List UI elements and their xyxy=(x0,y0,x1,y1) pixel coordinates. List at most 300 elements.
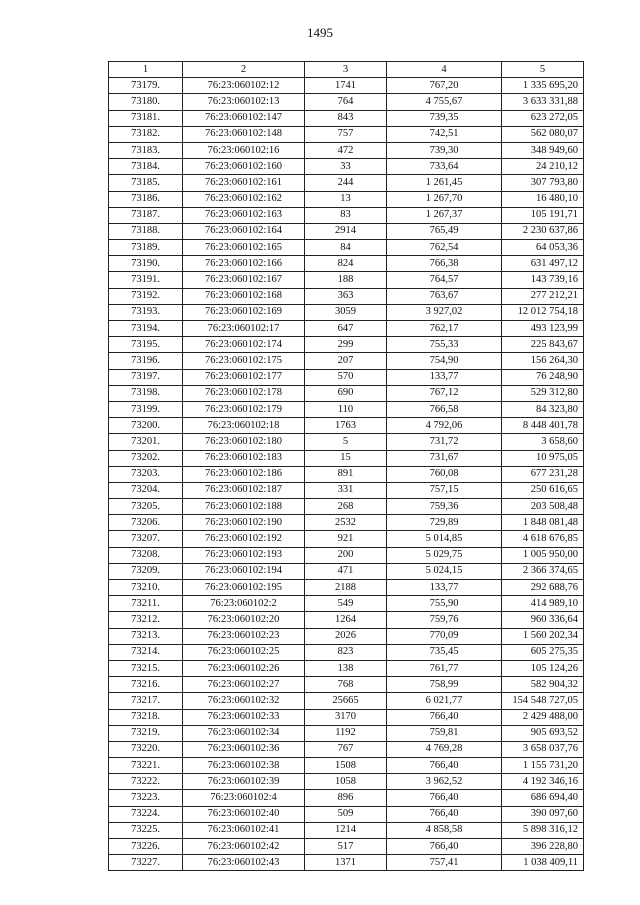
row-number-cell: 73188. xyxy=(109,223,183,239)
area-cell: 188 xyxy=(305,272,387,288)
cadastral-number-cell: 76:23:060102:183 xyxy=(183,450,305,466)
table-row xyxy=(109,142,584,158)
value-cell: 292 688,76 xyxy=(502,580,584,596)
unit-price-cell: 742,51 xyxy=(387,126,502,142)
area-cell: 2026 xyxy=(305,628,387,644)
area-cell: 268 xyxy=(305,499,387,515)
area-cell: 767 xyxy=(305,741,387,757)
row-number-cell: 73198. xyxy=(109,385,183,401)
row-number-cell: 73186. xyxy=(109,191,183,207)
cadastral-number-cell: 76:23:060102:36 xyxy=(183,741,305,757)
table-row xyxy=(109,418,584,434)
unit-price-cell: 3 927,02 xyxy=(387,304,502,320)
area-cell: 84 xyxy=(305,240,387,256)
row-number-cell: 73204. xyxy=(109,482,183,498)
row-number-cell: 73221. xyxy=(109,758,183,774)
table-row xyxy=(109,256,584,272)
cadastral-number-cell: 76:23:060102:34 xyxy=(183,725,305,741)
row-number-cell: 73212. xyxy=(109,612,183,628)
cadastral-number-cell: 76:23:060102:194 xyxy=(183,563,305,579)
area-cell: 83 xyxy=(305,207,387,223)
unit-price-cell: 133,77 xyxy=(387,580,502,596)
row-number-cell: 73184. xyxy=(109,159,183,175)
row-number-cell: 73189. xyxy=(109,240,183,256)
unit-price-cell: 6 021,77 xyxy=(387,693,502,709)
area-cell: 823 xyxy=(305,644,387,660)
row-number-cell: 73185. xyxy=(109,175,183,191)
value-cell: 960 336,64 xyxy=(502,612,584,628)
table-row xyxy=(109,159,584,175)
value-cell: 1 848 081,48 xyxy=(502,515,584,531)
cadastral-number-cell: 76:23:060102:42 xyxy=(183,839,305,855)
table-row xyxy=(109,822,584,838)
cadastral-number-cell: 76:23:060102:38 xyxy=(183,758,305,774)
value-cell: 529 312,80 xyxy=(502,385,584,401)
area-cell: 757 xyxy=(305,126,387,142)
column-header: 2 xyxy=(183,62,305,78)
table-row xyxy=(109,126,584,142)
value-cell: 277 212,21 xyxy=(502,288,584,304)
cadastral-number-cell: 76:23:060102:147 xyxy=(183,110,305,126)
column-header: 1 xyxy=(109,62,183,78)
cadastral-number-cell: 76:23:060102:168 xyxy=(183,288,305,304)
page-number: 1495 xyxy=(307,25,333,40)
area-cell: 1741 xyxy=(305,78,387,94)
value-cell: 396 228,80 xyxy=(502,839,584,855)
value-cell: 76 248,90 xyxy=(502,369,584,385)
unit-price-cell: 729,89 xyxy=(387,515,502,531)
table-row xyxy=(109,321,584,337)
unit-price-cell: 1 267,70 xyxy=(387,191,502,207)
area-cell: 1763 xyxy=(305,418,387,434)
unit-price-cell: 766,40 xyxy=(387,839,502,855)
table-row xyxy=(109,288,584,304)
row-number-cell: 73206. xyxy=(109,515,183,531)
cadastral-number-cell: 76:23:060102:13 xyxy=(183,94,305,110)
table-row xyxy=(109,709,584,725)
table-row xyxy=(109,466,584,482)
cadastral-number-cell: 76:23:060102:16 xyxy=(183,142,305,158)
cadastral-number-cell: 76:23:060102:188 xyxy=(183,499,305,515)
area-cell: 921 xyxy=(305,531,387,547)
row-number-cell: 73203. xyxy=(109,466,183,482)
row-number-cell: 73215. xyxy=(109,660,183,676)
cadastral-number-cell: 76:23:060102:2 xyxy=(183,596,305,612)
area-cell: 138 xyxy=(305,660,387,676)
row-number-cell: 73226. xyxy=(109,839,183,855)
table-row xyxy=(109,337,584,353)
table-row xyxy=(109,385,584,401)
cadastral-number-cell: 76:23:060102:26 xyxy=(183,660,305,676)
row-number-cell: 73181. xyxy=(109,110,183,126)
table-row xyxy=(109,563,584,579)
row-number-cell: 73199. xyxy=(109,401,183,417)
table-row xyxy=(109,677,584,693)
table-row xyxy=(109,94,584,110)
value-cell: 2 366 374,65 xyxy=(502,563,584,579)
row-number-cell: 73190. xyxy=(109,256,183,272)
value-cell: 2 429 488,00 xyxy=(502,709,584,725)
cadastral-number-cell: 76:23:060102:169 xyxy=(183,304,305,320)
value-cell: 1 155 731,20 xyxy=(502,758,584,774)
unit-price-cell: 761,77 xyxy=(387,660,502,676)
cadastral-number-cell: 76:23:060102:40 xyxy=(183,806,305,822)
area-cell: 549 xyxy=(305,596,387,612)
value-cell: 12 012 754,18 xyxy=(502,304,584,320)
row-number-cell: 73211. xyxy=(109,596,183,612)
value-cell: 5 898 316,12 xyxy=(502,822,584,838)
cadastral-number-cell: 76:23:060102:195 xyxy=(183,580,305,596)
value-cell: 64 053,36 xyxy=(502,240,584,256)
unit-price-cell: 762,17 xyxy=(387,321,502,337)
area-cell: 471 xyxy=(305,563,387,579)
row-number-cell: 73220. xyxy=(109,741,183,757)
cadastral-number-cell: 76:23:060102:33 xyxy=(183,709,305,725)
cadastral-number-cell: 76:23:060102:4 xyxy=(183,790,305,806)
unit-price-cell: 739,35 xyxy=(387,110,502,126)
unit-price-cell: 731,72 xyxy=(387,434,502,450)
unit-price-cell: 762,54 xyxy=(387,240,502,256)
table-row xyxy=(109,482,584,498)
cadastral-number-cell: 76:23:060102:177 xyxy=(183,369,305,385)
value-cell: 631 497,12 xyxy=(502,256,584,272)
cadastral-number-cell: 76:23:060102:161 xyxy=(183,175,305,191)
cadastral-number-cell: 76:23:060102:186 xyxy=(183,466,305,482)
area-cell: 824 xyxy=(305,256,387,272)
unit-price-cell: 766,40 xyxy=(387,806,502,822)
value-cell: 156 264,30 xyxy=(502,353,584,369)
unit-price-cell: 1 267,37 xyxy=(387,207,502,223)
area-cell: 690 xyxy=(305,385,387,401)
table-row xyxy=(109,191,584,207)
unit-price-cell: 4 858,58 xyxy=(387,822,502,838)
value-cell: 154 548 727,05 xyxy=(502,693,584,709)
area-cell: 843 xyxy=(305,110,387,126)
unit-price-cell: 758,99 xyxy=(387,677,502,693)
value-cell: 1 005 950,00 xyxy=(502,547,584,563)
value-cell: 143 739,16 xyxy=(502,272,584,288)
value-cell: 105 191,71 xyxy=(502,207,584,223)
table-row xyxy=(109,806,584,822)
row-number-cell: 73192. xyxy=(109,288,183,304)
cadastral-number-cell: 76:23:060102:148 xyxy=(183,126,305,142)
row-number-cell: 73201. xyxy=(109,434,183,450)
row-number-cell: 73213. xyxy=(109,628,183,644)
cadastral-number-cell: 76:23:060102:39 xyxy=(183,774,305,790)
unit-price-cell: 3 962,52 xyxy=(387,774,502,790)
table-row xyxy=(109,223,584,239)
row-number-cell: 73223. xyxy=(109,790,183,806)
area-cell: 200 xyxy=(305,547,387,563)
row-number-cell: 73196. xyxy=(109,353,183,369)
area-cell: 647 xyxy=(305,321,387,337)
value-cell: 686 694,40 xyxy=(502,790,584,806)
unit-price-cell: 5 024,15 xyxy=(387,563,502,579)
unit-price-cell: 757,15 xyxy=(387,482,502,498)
area-cell: 2914 xyxy=(305,223,387,239)
value-cell: 84 323,80 xyxy=(502,401,584,417)
unit-price-cell: 766,40 xyxy=(387,709,502,725)
row-number-cell: 73183. xyxy=(109,142,183,158)
table-row xyxy=(109,369,584,385)
table-row xyxy=(109,531,584,547)
table-row xyxy=(109,580,584,596)
table-row xyxy=(109,175,584,191)
table-row xyxy=(109,434,584,450)
cadastral-number-cell: 76:23:060102:18 xyxy=(183,418,305,434)
table-row xyxy=(109,272,584,288)
cadastral-number-cell: 76:23:060102:25 xyxy=(183,644,305,660)
value-cell: 390 097,60 xyxy=(502,806,584,822)
value-cell: 105 124,26 xyxy=(502,660,584,676)
table-row xyxy=(109,547,584,563)
area-cell: 3170 xyxy=(305,709,387,725)
unit-price-cell: 765,49 xyxy=(387,223,502,239)
unit-price-cell: 733,64 xyxy=(387,159,502,175)
area-cell: 299 xyxy=(305,337,387,353)
row-number-cell: 73197. xyxy=(109,369,183,385)
area-cell: 472 xyxy=(305,142,387,158)
unit-price-cell: 764,57 xyxy=(387,272,502,288)
row-number-cell: 73214. xyxy=(109,644,183,660)
area-cell: 1264 xyxy=(305,612,387,628)
unit-price-cell: 1 261,45 xyxy=(387,175,502,191)
row-number-cell: 73208. xyxy=(109,547,183,563)
table-body xyxy=(109,62,584,871)
value-cell: 4 192 346,16 xyxy=(502,774,584,790)
row-number-cell: 73216. xyxy=(109,677,183,693)
row-number-cell: 73217. xyxy=(109,693,183,709)
unit-price-cell: 5 014,85 xyxy=(387,531,502,547)
value-cell: 1 038 409,11 xyxy=(502,855,584,871)
table-row xyxy=(109,450,584,466)
unit-price-cell: 731,67 xyxy=(387,450,502,466)
cadastral-number-cell: 76:23:060102:174 xyxy=(183,337,305,353)
cadastral-number-cell: 76:23:060102:166 xyxy=(183,256,305,272)
table-row xyxy=(109,725,584,741)
unit-price-cell: 759,76 xyxy=(387,612,502,628)
row-number-cell: 73179. xyxy=(109,78,183,94)
row-number-cell: 73180. xyxy=(109,94,183,110)
row-number-cell: 73224. xyxy=(109,806,183,822)
row-number-cell: 73219. xyxy=(109,725,183,741)
cadastral-number-cell: 76:23:060102:187 xyxy=(183,482,305,498)
table-row xyxy=(109,78,584,94)
cadastral-number-cell: 76:23:060102:193 xyxy=(183,547,305,563)
value-cell: 250 616,65 xyxy=(502,482,584,498)
cadastral-number-cell: 76:23:060102:162 xyxy=(183,191,305,207)
row-number-cell: 73187. xyxy=(109,207,183,223)
row-number-cell: 73200. xyxy=(109,418,183,434)
value-cell: 582 904,32 xyxy=(502,677,584,693)
table-row xyxy=(109,401,584,417)
unit-price-cell: 754,90 xyxy=(387,353,502,369)
cadastral-number-cell: 76:23:060102:167 xyxy=(183,272,305,288)
table-row xyxy=(109,628,584,644)
unit-price-cell: 759,36 xyxy=(387,499,502,515)
unit-price-cell: 767,20 xyxy=(387,78,502,94)
unit-price-cell: 763,67 xyxy=(387,288,502,304)
value-cell: 562 080,07 xyxy=(502,126,584,142)
table-row xyxy=(109,790,584,806)
area-cell: 764 xyxy=(305,94,387,110)
area-cell: 15 xyxy=(305,450,387,466)
row-number-cell: 73222. xyxy=(109,774,183,790)
cadastral-number-cell: 76:23:060102:12 xyxy=(183,78,305,94)
unit-price-cell: 133,77 xyxy=(387,369,502,385)
area-cell: 1508 xyxy=(305,758,387,774)
row-number-cell: 73195. xyxy=(109,337,183,353)
column-header: 4 xyxy=(387,62,502,78)
table-row xyxy=(109,839,584,855)
unit-price-cell: 5 029,75 xyxy=(387,547,502,563)
area-cell: 5 xyxy=(305,434,387,450)
cadastral-number-cell: 76:23:060102:163 xyxy=(183,207,305,223)
row-number-cell: 73191. xyxy=(109,272,183,288)
area-cell: 1192 xyxy=(305,725,387,741)
column-header: 5 xyxy=(502,62,584,78)
table-row xyxy=(109,644,584,660)
unit-price-cell: 759,81 xyxy=(387,725,502,741)
unit-price-cell: 766,40 xyxy=(387,790,502,806)
row-number-cell: 73194. xyxy=(109,321,183,337)
value-cell: 4 618 676,85 xyxy=(502,531,584,547)
area-cell: 25665 xyxy=(305,693,387,709)
unit-price-cell: 4 792,06 xyxy=(387,418,502,434)
value-cell: 10 975,05 xyxy=(502,450,584,466)
row-number-cell: 73218. xyxy=(109,709,183,725)
unit-price-cell: 739,30 xyxy=(387,142,502,158)
row-number-cell: 73207. xyxy=(109,531,183,547)
data-table xyxy=(108,61,584,871)
area-cell: 363 xyxy=(305,288,387,304)
row-number-cell: 73182. xyxy=(109,126,183,142)
value-cell: 8 448 401,78 xyxy=(502,418,584,434)
cadastral-number-cell: 76:23:060102:43 xyxy=(183,855,305,871)
value-cell: 1 335 695,20 xyxy=(502,78,584,94)
area-cell: 3059 xyxy=(305,304,387,320)
area-cell: 768 xyxy=(305,677,387,693)
area-cell: 331 xyxy=(305,482,387,498)
value-cell: 16 480,10 xyxy=(502,191,584,207)
table-row xyxy=(109,304,584,320)
area-cell: 1214 xyxy=(305,822,387,838)
value-cell: 2 230 637,86 xyxy=(502,223,584,239)
area-cell: 891 xyxy=(305,466,387,482)
table-row xyxy=(109,515,584,531)
area-cell: 110 xyxy=(305,401,387,417)
cadastral-number-cell: 76:23:060102:165 xyxy=(183,240,305,256)
unit-price-cell: 4 755,67 xyxy=(387,94,502,110)
cadastral-number-cell: 76:23:060102:32 xyxy=(183,693,305,709)
table-row xyxy=(109,499,584,515)
unit-price-cell: 770,09 xyxy=(387,628,502,644)
cadastral-number-cell: 76:23:060102:179 xyxy=(183,401,305,417)
cadastral-number-cell: 76:23:060102:190 xyxy=(183,515,305,531)
table-row xyxy=(109,855,584,871)
area-cell: 13 xyxy=(305,191,387,207)
area-cell: 570 xyxy=(305,369,387,385)
table-header-row xyxy=(109,62,584,78)
row-number-cell: 73193. xyxy=(109,304,183,320)
table-row xyxy=(109,774,584,790)
value-cell: 677 231,28 xyxy=(502,466,584,482)
value-cell: 414 989,10 xyxy=(502,596,584,612)
value-cell: 203 508,48 xyxy=(502,499,584,515)
value-cell: 24 210,12 xyxy=(502,159,584,175)
unit-price-cell: 767,12 xyxy=(387,385,502,401)
value-cell: 225 843,67 xyxy=(502,337,584,353)
row-number-cell: 73225. xyxy=(109,822,183,838)
table-row xyxy=(109,596,584,612)
column-header: 3 xyxy=(305,62,387,78)
table-row xyxy=(109,612,584,628)
area-cell: 509 xyxy=(305,806,387,822)
value-cell: 348 949,60 xyxy=(502,142,584,158)
table-row xyxy=(109,660,584,676)
unit-price-cell: 735,45 xyxy=(387,644,502,660)
value-cell: 307 793,80 xyxy=(502,175,584,191)
table-row xyxy=(109,240,584,256)
row-number-cell: 73227. xyxy=(109,855,183,871)
table-row xyxy=(109,353,584,369)
area-cell: 1058 xyxy=(305,774,387,790)
unit-price-cell: 766,38 xyxy=(387,256,502,272)
cadastral-number-cell: 76:23:060102:41 xyxy=(183,822,305,838)
area-cell: 1371 xyxy=(305,855,387,871)
table-row xyxy=(109,693,584,709)
cadastral-number-cell: 76:23:060102:175 xyxy=(183,353,305,369)
table-row xyxy=(109,741,584,757)
value-cell: 905 693,52 xyxy=(502,725,584,741)
cadastral-number-cell: 76:23:060102:20 xyxy=(183,612,305,628)
value-cell: 3 658 037,76 xyxy=(502,741,584,757)
cadastral-number-cell: 76:23:060102:192 xyxy=(183,531,305,547)
value-cell: 605 275,35 xyxy=(502,644,584,660)
unit-price-cell: 755,33 xyxy=(387,337,502,353)
value-cell: 3 633 331,88 xyxy=(502,94,584,110)
cadastral-number-cell: 76:23:060102:27 xyxy=(183,677,305,693)
value-cell: 1 560 202,34 xyxy=(502,628,584,644)
value-cell: 3 658,60 xyxy=(502,434,584,450)
row-number-cell: 73202. xyxy=(109,450,183,466)
cadastral-number-cell: 76:23:060102:160 xyxy=(183,159,305,175)
unit-price-cell: 766,40 xyxy=(387,758,502,774)
cadastral-number-cell: 76:23:060102:178 xyxy=(183,385,305,401)
row-number-cell: 73209. xyxy=(109,563,183,579)
unit-price-cell: 760,08 xyxy=(387,466,502,482)
cadastral-number-cell: 76:23:060102:164 xyxy=(183,223,305,239)
cadastral-number-cell: 76:23:060102:180 xyxy=(183,434,305,450)
unit-price-cell: 766,58 xyxy=(387,401,502,417)
table-row xyxy=(109,758,584,774)
area-cell: 207 xyxy=(305,353,387,369)
cadastral-number-cell: 76:23:060102:17 xyxy=(183,321,305,337)
unit-price-cell: 755,90 xyxy=(387,596,502,612)
table-row xyxy=(109,110,584,126)
unit-price-cell: 757,41 xyxy=(387,855,502,871)
row-number-cell: 73205. xyxy=(109,499,183,515)
area-cell: 2188 xyxy=(305,580,387,596)
value-cell: 493 123,99 xyxy=(502,321,584,337)
row-number-cell: 73210. xyxy=(109,580,183,596)
area-cell: 33 xyxy=(305,159,387,175)
unit-price-cell: 4 769,28 xyxy=(387,741,502,757)
area-cell: 896 xyxy=(305,790,387,806)
cadastral-number-cell: 76:23:060102:23 xyxy=(183,628,305,644)
area-cell: 2532 xyxy=(305,515,387,531)
table-row xyxy=(109,207,584,223)
